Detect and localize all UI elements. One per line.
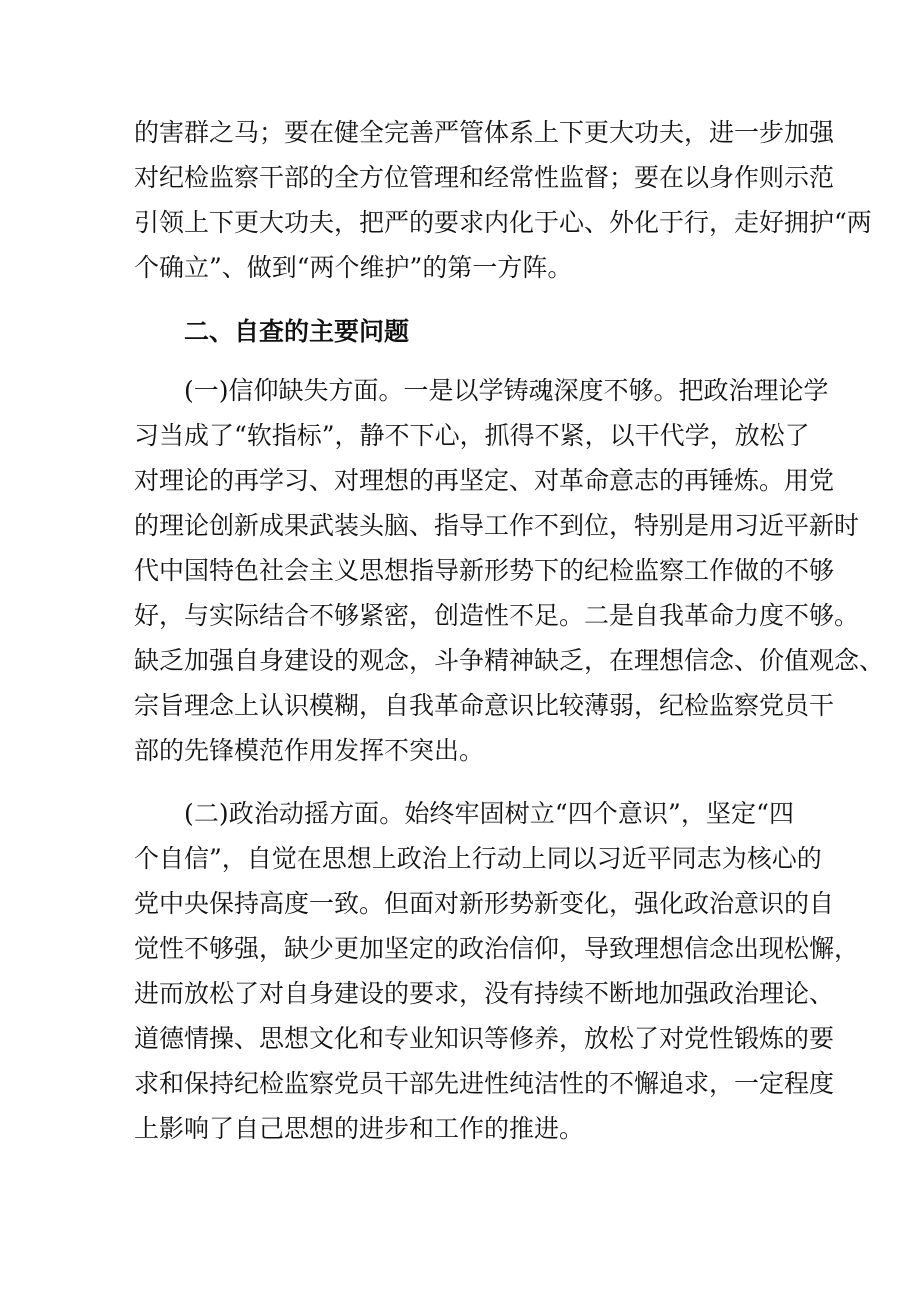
section-heading: 二、自查的主要问题 — [184, 317, 410, 346]
text-line: 求和保持纪检监察党员干部先进性纯洁性的不懈追求，一定程度 — [134, 1069, 835, 1098]
text-line: 宗旨理念上认识模糊，自我革命意识比较薄弱，纪检监察党员干 — [134, 691, 835, 720]
text-line: 道德情操、思想文化和专业知识等修养，放松了对党性锻炼的要 — [134, 1024, 835, 1053]
text-line: 个确立”、做到“两个维护”的第一方阵。 — [134, 253, 573, 282]
text-line: 引领上下更大功夫，把严的要求内化于心、外化于行，走好拥护“两 — [134, 208, 872, 237]
text-line: 对理论的再学习、对理想的再坚定、对革命意志的再锤炼。用党 — [134, 466, 835, 495]
text-line: (二)政治动摇方面。始终牢固树立“四个意识”，坚定“四 — [184, 799, 794, 828]
text-line: 好，与实际结合不够紧密，创造性不足。二是自我革命力度不够。 — [134, 601, 860, 630]
text-line: 的理论创新成果武装头脑、指导工作不到位，特别是用习近平新时 — [134, 511, 860, 540]
text-line: 进而放松了对自身建设的要求，没有持续不断地加强政治理论、 — [134, 979, 835, 1008]
text-line: 的害群之马；要在健全完善严管体系上下更大功夫，进一步加强 — [134, 118, 835, 147]
text-line: 觉性不够强，缺少更加坚定的政治信仰，导致理想信念出现松懈， — [134, 934, 860, 963]
text-line: 上影响了自己思想的进步和工作的推进。 — [134, 1114, 585, 1143]
text-line: 部的先锋模范作用发挥不突出。 — [134, 736, 485, 765]
text-line: 习当成了“软指标”，静不下心，抓得不紧，以干代学，放松了 — [134, 421, 810, 450]
text-line: 个自信”，自觉在思想上政治上行动上同以习近平同志为核心的 — [134, 844, 822, 873]
text-line: 党中央保持高度一致。但面对新形势新变化，强化政治意识的自 — [134, 889, 835, 918]
text-line: 缺乏加强自身建设的观念，斗争精神缺乏，在理想信念、价值观念、 — [134, 646, 885, 675]
text-line: 对纪检监察干部的全方位管理和经常性监督；要在以身作则示范 — [134, 163, 835, 192]
text-line: (一)信仰缺失方面。一是以学铸魂深度不够。把政治理论学 — [184, 376, 829, 405]
text-line: 代中国特色社会主义思想指导新形势下的纪检监察工作做的不够 — [134, 556, 835, 585]
